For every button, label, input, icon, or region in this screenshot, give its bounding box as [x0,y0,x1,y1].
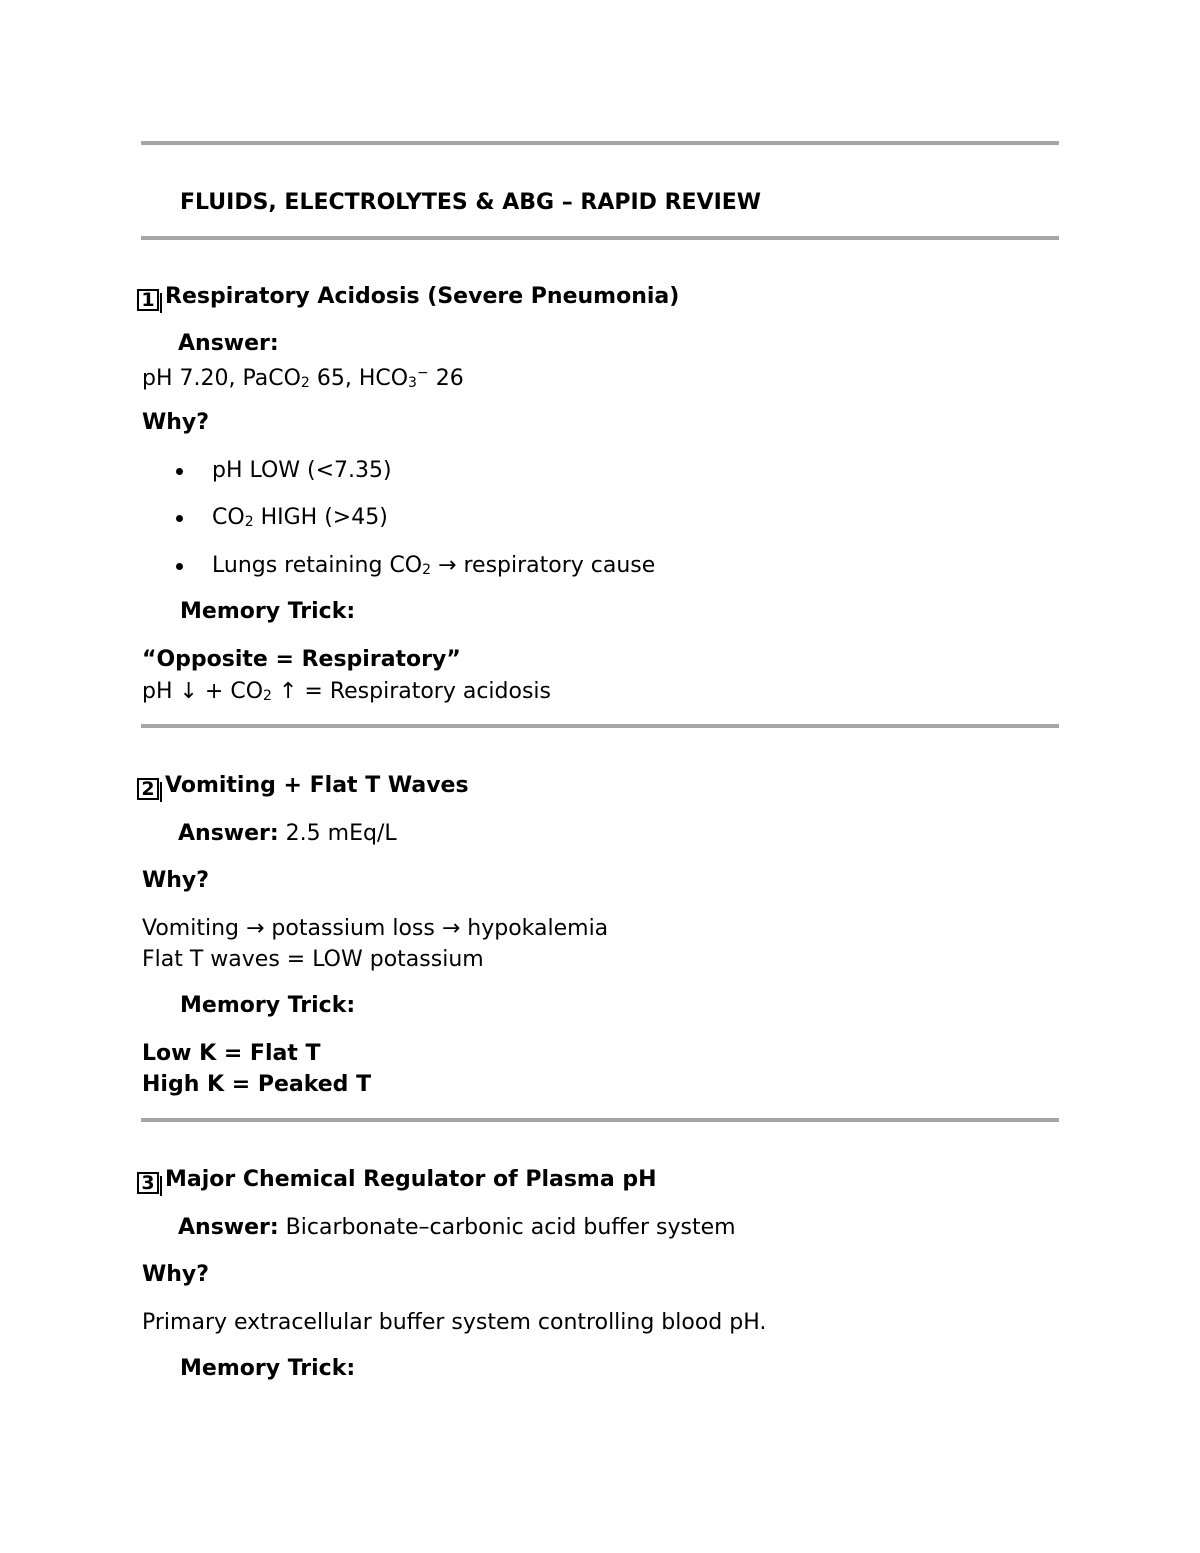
section3-answer-row [178,1217,736,1239]
section2-heading-row [137,775,469,800]
section2-trick-line1: Low K = Flat T [142,1041,321,1066]
number-2-icon: 2 [137,778,159,800]
bullet-text-post: → respiratory cause [431,553,656,578]
section1-divider [141,724,1059,728]
trick-text-post: ↑ = Respiratory acidosis [271,679,552,704]
trick-subscript: 2 [263,688,272,704]
section3-why-label: Why? [142,1262,210,1287]
section2-answer-row [178,823,397,845]
document-title: FLUIDS, ELECTROLYTES & ABG – RAPID REVIEW [180,190,762,215]
number-3-icon: 3 [137,1172,159,1194]
section2-why-line2: Flat T waves = LOW potassium [142,947,484,972]
section1-why-label: Why? [142,410,210,435]
section2-why-line1: Vomiting → potassium loss → hypokalemia [142,916,609,941]
section1-bullet-1 [212,460,392,482]
bullet-text: CO [212,505,245,530]
section2-heading: Vomiting + Flat T Waves [165,773,469,798]
section2-trick-line2: High K = Peaked T [142,1072,372,1097]
bullet-icon [176,515,183,522]
section2-memory-label: Memory Trick: [180,993,356,1018]
section2-answer-label: Answer: [178,821,279,846]
section3-answer-value: Bicarbonate–carbonic acid buffer system [278,1215,736,1240]
abg-paco2-value: 65, HCO [309,366,409,391]
number-1-icon: 1 [137,289,159,311]
trick-text: pH ↓ + CO [142,679,264,704]
section3-memory-label: Memory Trick: [180,1356,356,1381]
bullet-text: Lungs retaining CO [212,553,423,578]
section1-bullet-2 [212,507,388,529]
section1-trick-line [142,681,551,703]
hco3-subscript: 3 [408,375,417,391]
section3-answer-label: Answer: [178,1215,279,1240]
bullet-subscript: 2 [244,514,254,530]
hco3-superscript: − [416,365,429,381]
section1-heading-row [137,286,679,311]
section3-heading: Major Chemical Regulator of Plasma pH [165,1167,657,1192]
section2-why-label: Why? [142,868,210,893]
section3-why-line1: Primary extracellular buffer system controlling blood pH. [142,1310,767,1335]
section2-divider [141,1118,1059,1122]
bullet-icon [176,468,183,475]
bullet-subscript: 2 [422,562,432,578]
section1-abg-values [142,366,464,390]
section1-memory-label: Memory Trick: [180,599,356,624]
top-divider [141,141,1059,145]
section1-trick-bold: “Opposite = Respiratory” [142,647,461,672]
bullet-icon [176,563,183,570]
title-divider [141,236,1059,240]
section1-answer-label: Answer: [178,331,279,356]
section1-bullet-3 [212,555,655,577]
abg-hco3-value: 26 [428,366,464,391]
abg-ph-paco2: pH 7.20, PaCO [142,366,301,391]
section2-answer-value: 2.5 mEq/L [278,821,397,846]
bullet-text: pH LOW (<7.35) [212,458,392,483]
paco2-subscript: 2 [300,375,310,391]
section3-heading-row [137,1169,657,1194]
bullet-text-post: HIGH (>45) [253,505,388,530]
section1-heading: Respiratory Acidosis (Severe Pneumonia) [165,284,680,309]
